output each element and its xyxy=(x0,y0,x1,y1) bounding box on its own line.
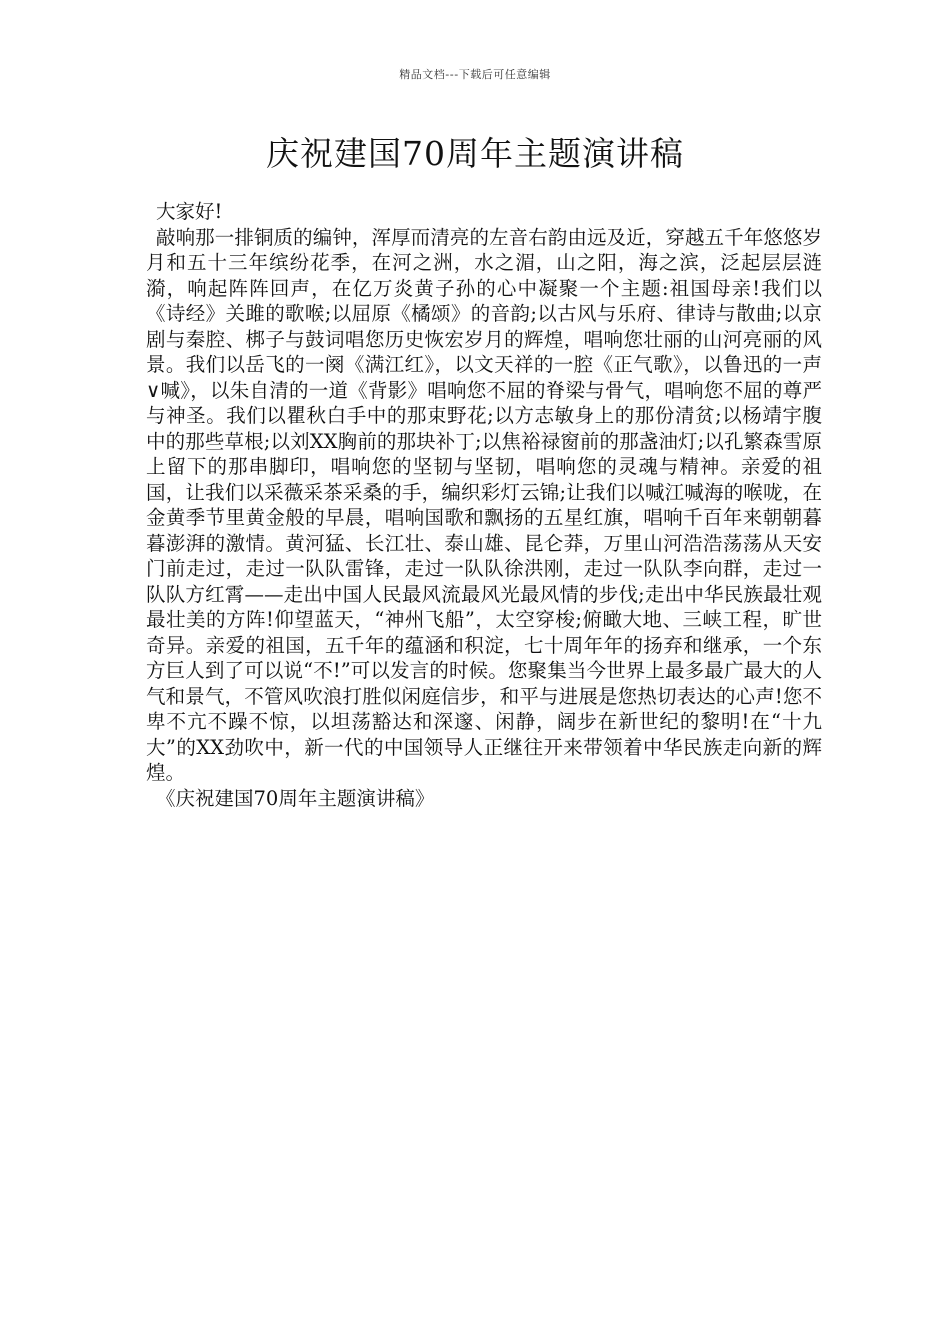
document-title: 庆祝建国70周年主题演讲稿 xyxy=(266,134,684,173)
header-note: 精品文档---下载后可任意编辑 xyxy=(399,68,551,81)
body-paragraph: 敲响那一排铜质的编钟，浑厚而清亮的左音右韵由远及近，穿越五千年悠悠岁月和五十三年缤纷花季，在河之洲，水之湄，山之阳，海之滨，泛起层层涟漪，响起阵阵回声，在亿万炎黄子孙的心中凝聚一个主题:祖国母亲!我们以《诗经》关雎的歌喉;以屈原《橘颂》的音韵;以古风与乐府、律诗与散曲;以京剧与秦腔、梆子与鼓词唱您历史恢宏岁月的辉煌，唱响您壮丽的山河亮丽的风景。我们以岳飞的一阕《满江红》，以文天祥的一腔《正气歌》，以鲁迅的一声∨喊》，以朱自清的一道《背影》唱响您不屈的脊梁与骨气，唱响您不屈的尊严与神圣。我们以瞿秋白手中的那束野花;以方志敏身上的那份清贫;以杨靖宇腹中的那些草根;以刘XX胸前的那块补丁;以焦裕禄窗前的那盏油灯;以孔繁森雪原上留下的那串脚印，唱响您的坚韧与坚韧，唱响您的灵魂与精神。亲爱的祖国，让我们以采薇采茶采桑的手，编织彩灯云锦;让我们以喊江喊海的喉咙，在金黄季节里黄金般的早晨，唱响国歌和飘扬的五星红旗，唱响千百年来朝朝暮暮澎湃的激情。黄河猛、长江壮、泰山雄、昆仑莽，万里山河浩浩荡荡从天安门前走过，走过一队队雷锋，走过一队队徐洪刚，走过一队队李向群，走过一队队方红霄——走出中国人民最风流最风光最风情的步伐;走出中华民族最壮观最壮美的方阵!仰望蓝天，“神州飞船”，太空穿梭;俯瞰大地、三峡工程，旷世奇异。亲爱的祖国，五千年的蕴涵和积淀，七十周年年的扬弃和继承，一个东方巨人到了可以说“不!”可以发言的时候。您聚集当今世界上最多最广最大的人气和景气，不管风吹浪打胜似闲庭信步，和平与进展是您热切表达的心声!您不卑不亢不躁不惊，以坦荡豁达和深邃、闲静，阔步在新世纪的黎明!在“十九大”的XX劲吹中，新一代的中国领导人正继往开来带领着中华民族走向新的辉煌。 xyxy=(146,225,822,784)
greeting-text: 大家好! xyxy=(156,200,223,223)
closing-title: 《庆祝建国70周年主题演讲稿》 xyxy=(156,786,435,810)
document-body xyxy=(146,199,822,811)
